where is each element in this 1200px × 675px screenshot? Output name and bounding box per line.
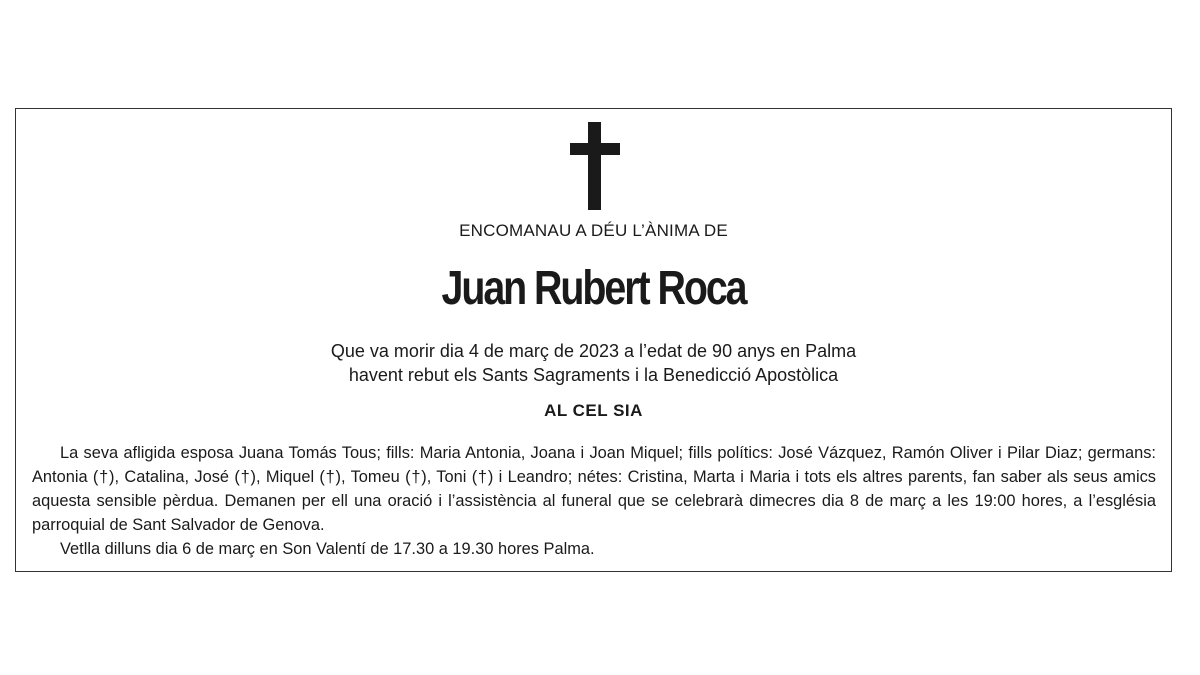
death-details <box>16 339 1171 387</box>
vigil-paragraph: Vetlla dilluns dia 6 de març en Son Valentí de 17.30 a 19.30 hores Palma. <box>60 540 595 558</box>
rest-in-peace: AL CEL SIA <box>544 401 643 420</box>
death-line-2: havent rebut els Sants Sagraments i la Benedicció Apostòlica <box>348 365 839 385</box>
latin-cross-icon <box>570 122 620 210</box>
intro-heading: ENCOMANAU A DÉU L’ÀNIMA DE <box>459 221 728 240</box>
deceased-name: Juan Rubert Roca <box>441 262 746 315</box>
notice-body <box>32 441 1156 561</box>
family-paragraph: La seva afligida esposa Juana Tomás Tous; fills: Maria Antonia, Joana i Joan Miquel; fills polítics: José Vázquez, Ramón Oliver i Pilar Diaz; germans: Antonia (†), Catalina, José (†), Miquel (†), Tomeu (†), Toni (†) i Leandro; nétes: Cristina, Marta i Maria i tots els altres parents, fan saber als seus amics aquesta sensible pèrdua. Demanen per ell una oració i l’assistència al funeral que se celebrarà dimecres dia 8 de març a les 19:00 hores, a l’església parroquial de Sant Salvador de Genova. <box>32 444 1156 534</box>
obituary-notice <box>15 108 1172 572</box>
death-line-1: Que va morir dia 4 de març de 2023 a l’edat de 90 anys en Palma <box>330 341 857 361</box>
